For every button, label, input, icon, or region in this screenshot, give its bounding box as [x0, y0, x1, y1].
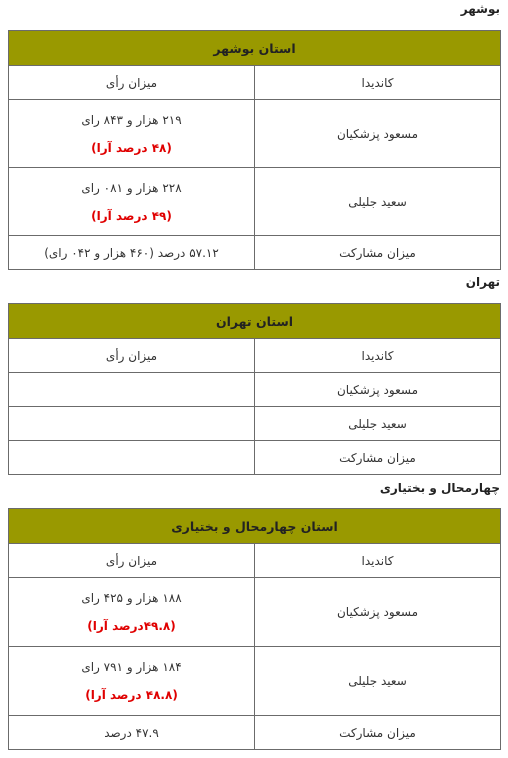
vote-count: ۱۸۸ هزار و ۴۲۵ رای: [81, 591, 182, 605]
header-votes: میزان رأی: [9, 544, 255, 578]
table-row: [9, 647, 501, 716]
table-row: [9, 168, 501, 236]
turnout-value: ۴۷.۹ درصد: [9, 716, 255, 750]
turnout-value: ۵۷.۱۲ درصد (۴۶۰ هزار و ۰۴۲ رای): [9, 236, 255, 270]
candidate-name: مسعود پزشکیان: [255, 100, 501, 168]
vote-count: ۲۲۸ هزار و ۰۸۱ رای: [81, 180, 182, 195]
header-candidate: کاندیدا: [255, 66, 501, 100]
header-votes: میزان رأی: [9, 66, 255, 100]
results-table-bushehr: [8, 30, 501, 270]
candidate-name: سعید جلیلی: [255, 407, 501, 441]
section-heading-tehran: تهران: [465, 275, 500, 289]
section-heading-bushehr: بوشهر: [460, 2, 500, 16]
turnout-label: میزان مشارکت: [255, 441, 501, 475]
table-row: [9, 441, 501, 475]
vote-cell: [9, 168, 255, 236]
vote-cell: [9, 647, 255, 716]
table-row: [9, 373, 501, 407]
vote-cell: [9, 373, 255, 407]
vote-count: ۲۱۹ هزار و ۸۴۳ رای: [81, 112, 182, 127]
candidate-name: مسعود پزشکیان: [255, 373, 501, 407]
vote-cell: [9, 578, 255, 647]
vote-percent: (۴۹ درصد آرا): [91, 208, 172, 223]
turnout-label: میزان مشارکت: [255, 236, 501, 270]
section-heading-chaharmahal: چهارمحال و بختیاری: [379, 481, 500, 495]
table-title: استان تهران: [9, 304, 501, 339]
header-candidate: کاندیدا: [255, 544, 501, 578]
table-row: [9, 236, 501, 270]
table-row: [9, 100, 501, 168]
table-row: [9, 578, 501, 647]
table-row: [9, 716, 501, 750]
table-title: استان چهارمحال و بختیاری: [9, 509, 501, 544]
vote-percent: (۴۸.۸ درصد آرا): [85, 688, 178, 702]
vote-cell: [9, 100, 255, 168]
header-votes: میزان رأی: [9, 339, 255, 373]
results-table-chaharmahal: [8, 508, 501, 750]
candidate-name: سعید جلیلی: [255, 647, 501, 716]
table-row: [9, 407, 501, 441]
results-table-tehran: [8, 303, 501, 475]
candidate-name: مسعود پزشکیان: [255, 578, 501, 647]
vote-cell: [9, 407, 255, 441]
candidate-name: سعید جلیلی: [255, 168, 501, 236]
turnout-value: [9, 441, 255, 475]
table-title: استان بوشهر: [9, 31, 501, 66]
vote-percent: (۴۸ درصد آرا): [91, 140, 172, 155]
vote-percent: (۴۹.۸درصد آرا): [87, 619, 176, 633]
header-candidate: کاندیدا: [255, 339, 501, 373]
turnout-label: میزان مشارکت: [255, 716, 501, 750]
vote-count: ۱۸۴ هزار و ۷۹۱ رای: [81, 660, 182, 674]
